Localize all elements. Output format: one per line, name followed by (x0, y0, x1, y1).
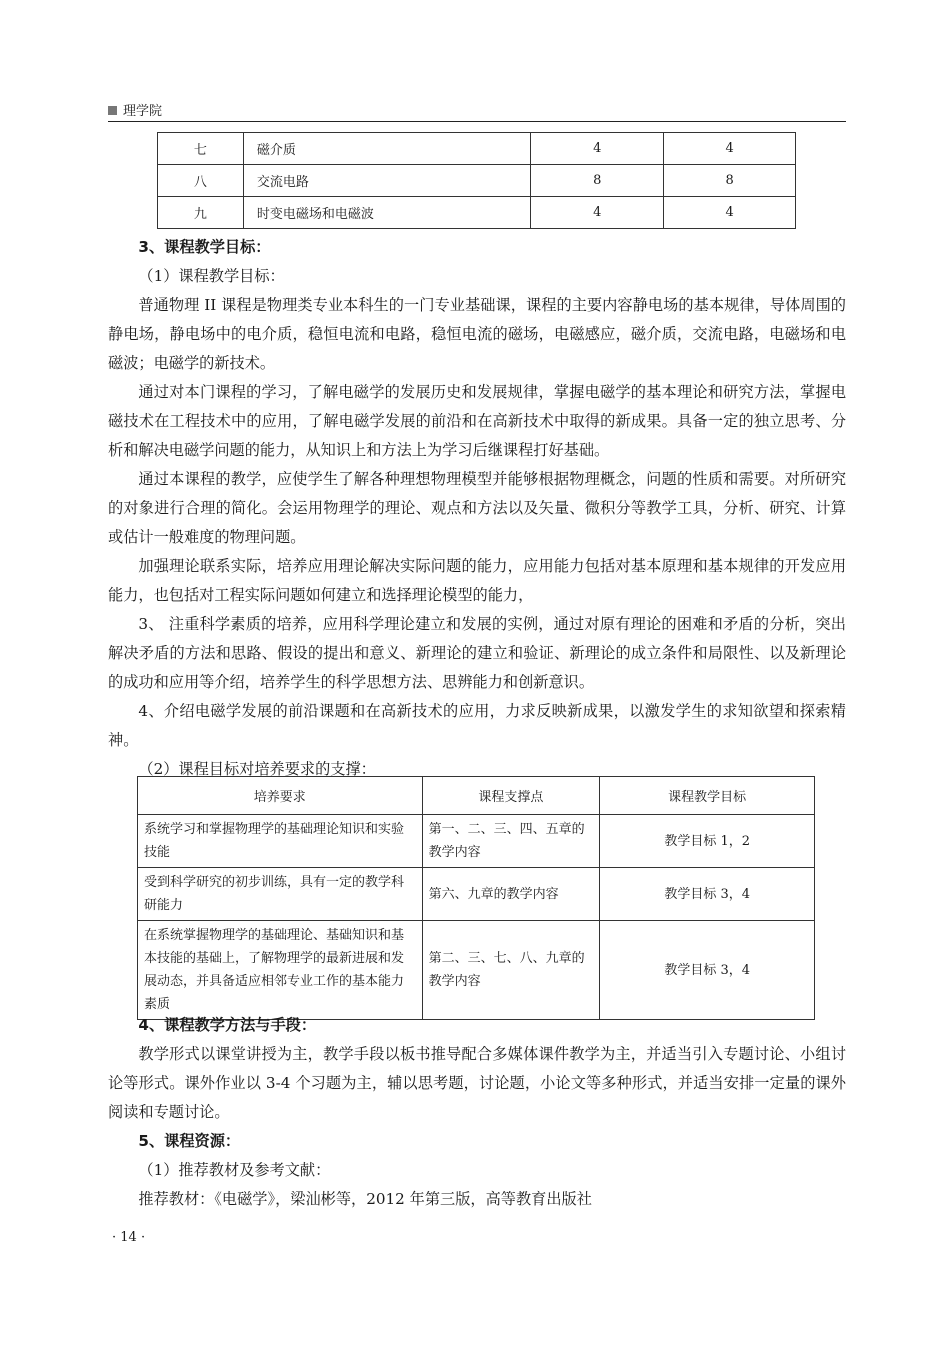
goal-cell: 教学目标 1，2 (600, 815, 815, 868)
support-point-cell: 第六、九章的教学内容 (422, 868, 600, 921)
page-header (108, 100, 846, 122)
section-3-sub2: （2）课程目标对培养要求的支撑： (138, 760, 376, 778)
hours-b: 4 (664, 133, 796, 165)
section-5-sub1: （1）推荐教材及参考文献： (138, 1161, 331, 1179)
chapter-name: 时变电磁场和电磁波 (243, 197, 531, 229)
chapter-table (157, 132, 796, 229)
chapter-name: 交流电路 (243, 165, 531, 197)
goal-cell: 教学目标 3，4 (600, 868, 815, 921)
support-table (137, 776, 815, 1020)
chapter-num: 七 (158, 133, 244, 165)
table-row (138, 868, 815, 921)
chapter-num: 八 (158, 165, 244, 197)
requirement-cell: 在系统掌握物理学的基础理论、基础知识和基本技能的基础上，了解物理学的最新进展和发展动态，并具备适应相邻专业工作的基本能力素质 (138, 921, 423, 1020)
chapter-name: 磁介质 (243, 133, 531, 165)
square-bullet-icon (108, 106, 117, 115)
table-row (158, 165, 796, 197)
section-3 (108, 233, 846, 784)
paragraph: 3、 注重科学素质的培养，应用科学理论建立和发展的实例，通过对原有理论的困难和矛盾的分析，突出解决矛盾的方法和思路、假设的提出和意义、新理论的建立和验证、新理论的成立条件和局限性、以及新理论的成功和应用等介绍，培养学生的科学思想方法、思辨能力和创新意识。 (108, 615, 846, 691)
table-row (158, 133, 796, 165)
chapter-num: 九 (158, 197, 244, 229)
support-point-cell: 第二、三、七、八、九章的教学内容 (422, 921, 600, 1020)
paragraph: 普通物理 II 课程是物理类专业本科生的一门专业基础课，课程的主要内容静电场的基本规律，导体周围的静电场，静电场中的电介质，稳恒电流和电路，稳恒电流的磁场，电磁感应，磁介质，交流电路，电磁场和电磁波；电磁学的新技术。 (108, 296, 846, 372)
goal-cell: 教学目标 3，4 (600, 921, 815, 1020)
hours-b: 8 (664, 165, 796, 197)
table-row (138, 815, 815, 868)
section-4 (108, 1011, 846, 1214)
section-4-heading: 4、课程教学方法与手段： (138, 1016, 317, 1034)
section-5-heading: 5、课程资源： (138, 1132, 241, 1150)
paragraph: 4、介绍电磁学发展的前沿课题和在高新技术的应用，力求反映新成果，以激发学生的求知欲望和探索精神。 (108, 702, 846, 749)
table-row (138, 921, 815, 1020)
table-row (158, 197, 796, 229)
requirement-cell: 系统学习和掌握物理学的基础理论知识和实验技能 (138, 815, 423, 868)
hours-b: 4 (664, 197, 796, 229)
support-point-cell: 第一、二、三、四、五章的教学内容 (422, 815, 600, 868)
hours-a: 4 (531, 197, 664, 229)
section-3-sub1: （1）课程教学目标： (138, 267, 285, 285)
requirement-cell: 受到科学研究的初步训练，具有一定的教学科研能力 (138, 868, 423, 921)
paragraph: 通过本课程的教学，应使学生了解各种理想物理模型并能够根据物理概念，问题的性质和需要。对所研究的对象进行合理的简化。会运用物理学的理论、观点和方法以及矢量、微积分等教学工具，分析、研究、计算或估计一般难度的物理问题。 (108, 470, 846, 546)
paragraph: 推荐教材：《电磁学》，梁汕彬等，2012 年第三版，高等教育出版社 (138, 1190, 592, 1208)
header-cell: 课程支撑点 (422, 777, 600, 815)
paragraph: 通过对本门课程的学习，了解电磁学的发展历史和发展规律，掌握电磁学的基本理论和研究方法，掌握电磁技术在工程技术中的应用，了解电磁学发展的前沿和在高新技术中取得的新成果。具备一定的独立思考、分析和解决电磁学问题的能力，从知识上和方法上为学习后继课程打好基础。 (108, 383, 846, 459)
page-number: · 14 · (112, 1230, 146, 1245)
table-header-row (138, 777, 815, 815)
hours-a: 4 (531, 133, 664, 165)
header-cell: 课程教学目标 (600, 777, 815, 815)
header-title: 理学院 (123, 104, 163, 119)
header-cell: 培养要求 (138, 777, 423, 815)
paragraph: 加强理论联系实际，培养应用理论解决实际问题的能力，应用能力包括对基本原理和基本规律的开发应用能力，也包括对工程实际问题如何建立和选择理论模型的能力， (108, 557, 846, 604)
hours-a: 8 (531, 165, 664, 197)
section-3-heading: 3、课程教学目标： (138, 238, 271, 256)
paragraph: 教学形式以课堂讲授为主，教学手段以板书推导配合多媒体课件教学为主，并适当引入专题讨论、小组讨论等形式。课外作业以 3-4 个习题为主，辅以思考题，讨论题，小论文等多种形式，并适当安排一定量的课外阅读和专题讨论。 (108, 1045, 846, 1121)
